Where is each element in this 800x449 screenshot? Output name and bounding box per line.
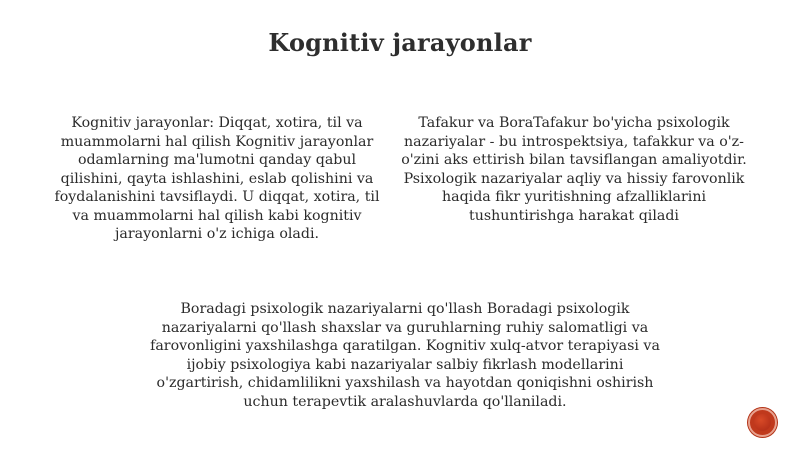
slide-title: Kognitiv jarayonlar [268,28,532,57]
text-block-cognitive-processes: Kognitiv jarayonlar: Diqqat, xotira, til va muammolarni hal qilish Kognitiv jarayonlar odamlarning ma'lumotni qanday qabul qilishini, qayta ishlashini, eslab qolishini va foydalanishini tavsiflaydi. U diqqat, xotira, til va muammolarni hal qilish kabi kognitiv jarayonlarni o'z ichiga oladi. [54,115,380,242]
text-block-reflection-theories: Tafakur va BoraTafakur bo'yicha psixologik nazariyalar - bu introspektsiya, tafakkur va o'z-o'zini aks ettirish bilan tavsiflangan amaliyotdir. Psixologik nazariyalar aqliy va hissiy farovonlik haqida fikr yuritishning afzalliklarini tushuntirishga harakat qiladi [401,115,747,224]
circle-nav-button[interactable] [748,408,777,437]
text-block-theory-application: Boradagi psixologik nazariyalarni qo'llash Boradagi psixologik nazariyalarni qo'llash shaxslar va guruhlarning ruhiy salomatligi va farovonligini yaxshilashga qaratilgan. Kognitiv xulq-atvor terapiyasi va ijobiy psixologiya kabi nazariyalar salbiy fikrlash modellarini o'zgartirish, chidamlilikni yaxshilash va hayotdan qoniqishni oshirish uchun terapevtik aralashuvlarda qo'llaniladi. [150,301,660,410]
circle-button-icon [754,414,771,431]
